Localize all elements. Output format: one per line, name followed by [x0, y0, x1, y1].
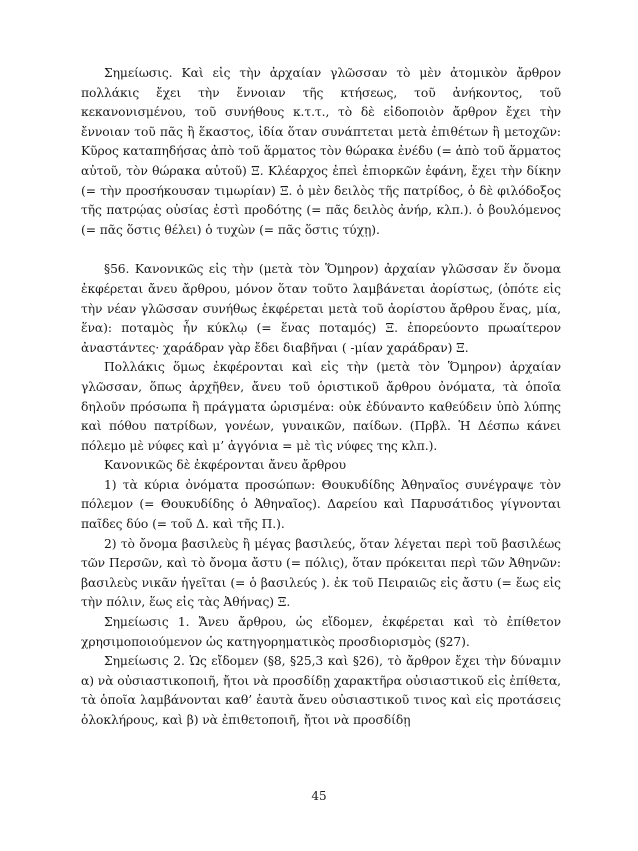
- note-2-paragraph: Σημείωσις 2. Ὡς εἴδομεν (§8, §25,3 καὶ §26), τὸ ἄρθρον ἔχει τὴν δύναμιν α) νὰ οὐσιαστικοποιῆ, ἤτοι νὰ προσδίδῃ χαρακτῆρα οὐσιαστικοῦ εἰς ἐπίθετα, τὰ ὁποῖα λαμβάνονται καθ’ ἑαυτὰ ἄνευ οὐσιαστικοῦ τινος καὶ εἰς προτάσεις ὁλοκλήρους, καὶ β) νὰ ἐπιθετοποιῆ, ἤτοι νὰ προσδίδῃ: [81, 654, 561, 727]
- body-paragraph: Κανονικῶς δὲ ἐκφέρονται ἄνευ ἄρθρου: [104, 458, 347, 473]
- section-56-paragraph: §56. Κανονικῶς εἰς τὴν (μετὰ τὸν Ὅμηρον) ἀρχαίαν γλῶσσαν ἕν ὄνομα ἐκφέρεται ἄνευ ἄρθρου, μόνον ὅταν τοῦτο λαμβάνεται ἀορίστως, (ὁπότε εἰς τὴν νέαν γλῶσσαν συνήθως ἐκφέρεται μετὰ τοῦ ἀορίστου ἄρθρου ἕνας, μία, ἕνα): ποταμὸς ἦν κύκλῳ (= ἕνας ποταμός) Ξ. ἐπορεύοντο πρωαίτερον ἀναστάντες· χαράδραν γὰρ ἔδει διαβῆναι ( -μίαν χαράδραν) Ξ.: [81, 262, 561, 355]
- body-paragraph: Πολλάκις ὅμως ἐκφέρονται καὶ εἰς τὴν (μετὰ τὸν Ὅμηρον) ἀρχαίαν γλῶσσαν, ὅπως ἀρχῆθεν, ἄνευ τοῦ ὁριστικοῦ ἄρθρου ὀνόματα, τὰ ὁποῖα δηλοῦν πρόσωπα ἢ πράγματα ὡρισμένα: οὐκ ἐδύναντο καθεύδειν ὑπὸ λύπης καὶ πόθου πατρίδων, γονέων, γυναικῶν, παίδων. (Πρβλ. Ἡ Δέσπω κάνει πόλεμο μὲ νύφες καὶ μ’ ἀγγόνια = μὲ τὶς νύφες της κλπ.).: [81, 360, 561, 453]
- page-number: 45: [311, 789, 327, 803]
- body-text: [81, 64, 561, 731]
- list-item-2: 2) τὸ ὄνομα βασιλεὺς ἢ μέγας βασιλεύς, ὅταν λέγεται περὶ τοῦ βασιλέως τῶν Περσῶν, καὶ τὸ ὄνομα ἄστυ (= πόλις), ὅταν πρόκειται περὶ τῶν Ἀθηνῶν: βασιλεὺς νικᾶν ἡγεῖται (= ὁ βασιλεύς ). ἐκ τοῦ Πειραιῶς εἰς ἄστυ (= ἕως εἰς τὴν πόλιν, ἕως εἰς τὰς Ἀθήνας) Ξ.: [81, 536, 561, 610]
- list-item-1: 1) τὰ κύρια ὀνόματα προσώπων: Θουκυδίδης Ἀθηναῖος συνέγραψε τὸν πόλεμον (= Θουκυδίδης ὁ Ἀθηναῖος). Δαρείου καὶ Παρυσάτιδος γίγνονται παῖδες δύο (= τοῦ Δ. καὶ τῆς Π.).: [81, 477, 561, 532]
- note-1-paragraph: Σημείωσις 1. Ἄνευ ἄρθρου, ὡς εἴδομεν, ἐκφέρεται καὶ τὸ ἐπίθετον χρησιμοποιούμενον ὡς κατηγορηματικὸς προσδιορισμὸς (§27).: [81, 615, 561, 649]
- note-paragraph: Σημείωσις. Καὶ εἰς τὴν ἀρχαίαν γλῶσσαν τὸ μὲν ἀτομικὸν ἄρθρον πολλάκις ἔχει τὴν ἔννοιαν τῆς κτήσεως, τοῦ ἀνήκοντος, τοῦ κεκανονισμένου, τοῦ συνήθους κ.τ.τ., τὸ δὲ εἰδοποιὸν ἄρθρον ἔχει τὴν ἔννοιαν τοῦ πᾶς ἢ ἕκαστος, ἰδία ὅταν συνάπτεται μετὰ ἐπιθέτων ἢ μετοχῶν: Κῦρος καταπηδήσας ἀπὸ τοῦ ἅρματος τὸν θώρακα ἐνέδυ (= ἀπὸ τοῦ ἅρματος αὐτοῦ, τὸν θώρακα αὐτοῦ) Ξ. Κλέαρχος ἐπεὶ ἐπιορκῶν ἐφάνη, ἔχει τὴν δίκην (= τὴν προσήκουσαν τιμωρίαν) Ξ. ὁ μὲν δειλὸς τῆς πατρίδος, ὁ δὲ φιλόδοξος τῆς πατρῴας οὐσίας ἐστὶ προδότης (= πᾶς δειλὸς ἀνήρ, κλπ.). ὁ βουλόμενος (= πᾶς ὅστις θέλει) ὁ τυχὼν (= πᾶς ὅστις τύχῃ).: [81, 66, 561, 237]
